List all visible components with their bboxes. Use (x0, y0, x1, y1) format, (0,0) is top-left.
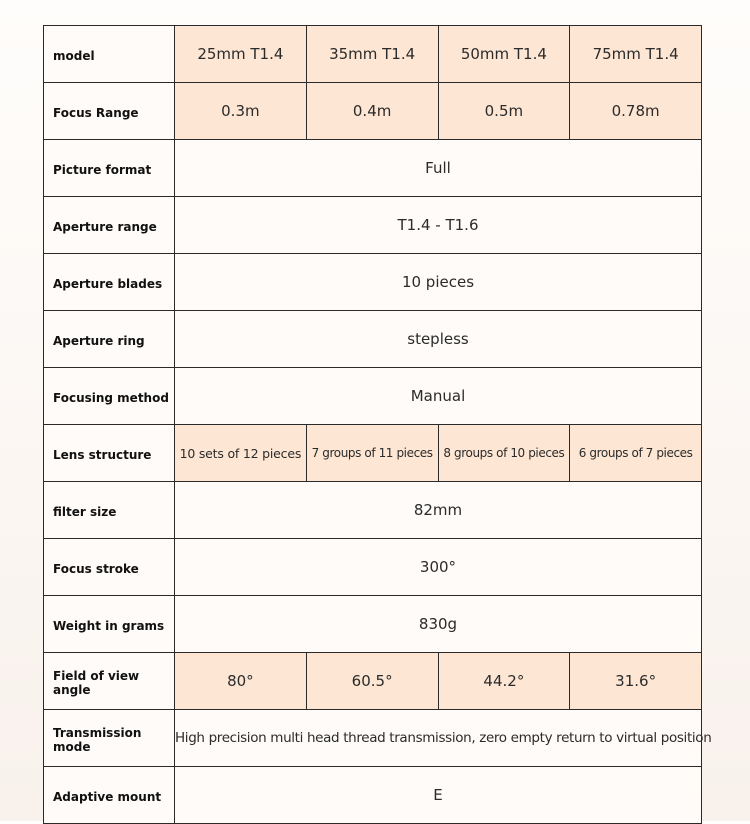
picture-format-cell: Full (175, 140, 702, 197)
table-row-adaptive-mount (44, 767, 702, 824)
table-row-focusing-method (44, 368, 702, 425)
row-label: Lens structure (44, 425, 175, 482)
fov-35mm-cell: 60.5° (306, 653, 438, 710)
lens-structure-25mm-cell: 10 sets of 12 pieces (175, 425, 307, 482)
row-label: Focusing method (44, 368, 175, 425)
row-label: Aperture ring (44, 311, 175, 368)
row-label: Focus stroke (44, 539, 175, 596)
row-label: Transmission mode (44, 710, 175, 767)
table-row-weight (44, 596, 702, 653)
row-label: Weight in grams (44, 596, 175, 653)
fov-25mm-cell: 80° (175, 653, 307, 710)
table-row-transmission-mode (44, 710, 702, 767)
table-row-aperture-ring (44, 311, 702, 368)
lens-spec-table (43, 25, 712, 824)
aperture-range-cell: T1.4 - T1.6 (175, 197, 702, 254)
row-label: filter size (44, 482, 175, 539)
row-label: model (44, 26, 175, 83)
row-label: Field of view angle (44, 653, 175, 710)
row-label: Aperture blades (44, 254, 175, 311)
aperture-blades-cell: 10 pieces (175, 254, 702, 311)
table-row-focus-stroke (44, 539, 702, 596)
lens-structure-35mm-cell: 7 groups of 11 pieces (306, 425, 438, 482)
adaptive-mount-cell: E (175, 767, 702, 824)
lens-structure-75mm-cell: 6 groups of 7 pieces (570, 425, 702, 482)
table-row-focus-range (44, 83, 702, 140)
row-label: Adaptive mount (44, 767, 175, 824)
row-label: Focus Range (44, 83, 175, 140)
table-row-model (44, 26, 702, 83)
focus-stroke-cell: 300° (175, 539, 702, 596)
table-row-field-of-view (44, 653, 702, 710)
table-row-filter-size (44, 482, 702, 539)
table-row-lens-structure (44, 425, 702, 482)
focusing-method-cell: Manual (175, 368, 702, 425)
row-label: Picture format (44, 140, 175, 197)
focus-range-25mm-cell: 0.3m (175, 83, 307, 140)
lens-structure-50mm-cell: 8 groups of 10 pieces (438, 425, 570, 482)
model-50mm-cell: 50mm T1.4 (438, 26, 570, 83)
fov-75mm-cell: 31.6° (570, 653, 702, 710)
table-row-picture-format (44, 140, 702, 197)
filter-size-cell: 82mm (175, 482, 702, 539)
table-row-aperture-range (44, 197, 702, 254)
table-row-aperture-blades (44, 254, 702, 311)
row-label: Aperture range (44, 197, 175, 254)
model-35mm-cell: 35mm T1.4 (306, 26, 438, 83)
transmission-mode-cell: High precision multi head thread transmission, zero empty return to virtual position (175, 710, 702, 767)
aperture-ring-cell: stepless (175, 311, 702, 368)
focus-range-50mm-cell: 0.5m (438, 83, 570, 140)
focus-range-75mm-cell: 0.78m (570, 83, 702, 140)
fov-50mm-cell: 44.2° (438, 653, 570, 710)
focus-range-35mm-cell: 0.4m (306, 83, 438, 140)
model-25mm-cell: 25mm T1.4 (175, 26, 307, 83)
model-75mm-cell: 75mm T1.4 (570, 26, 702, 83)
weight-cell: 830g (175, 596, 702, 653)
